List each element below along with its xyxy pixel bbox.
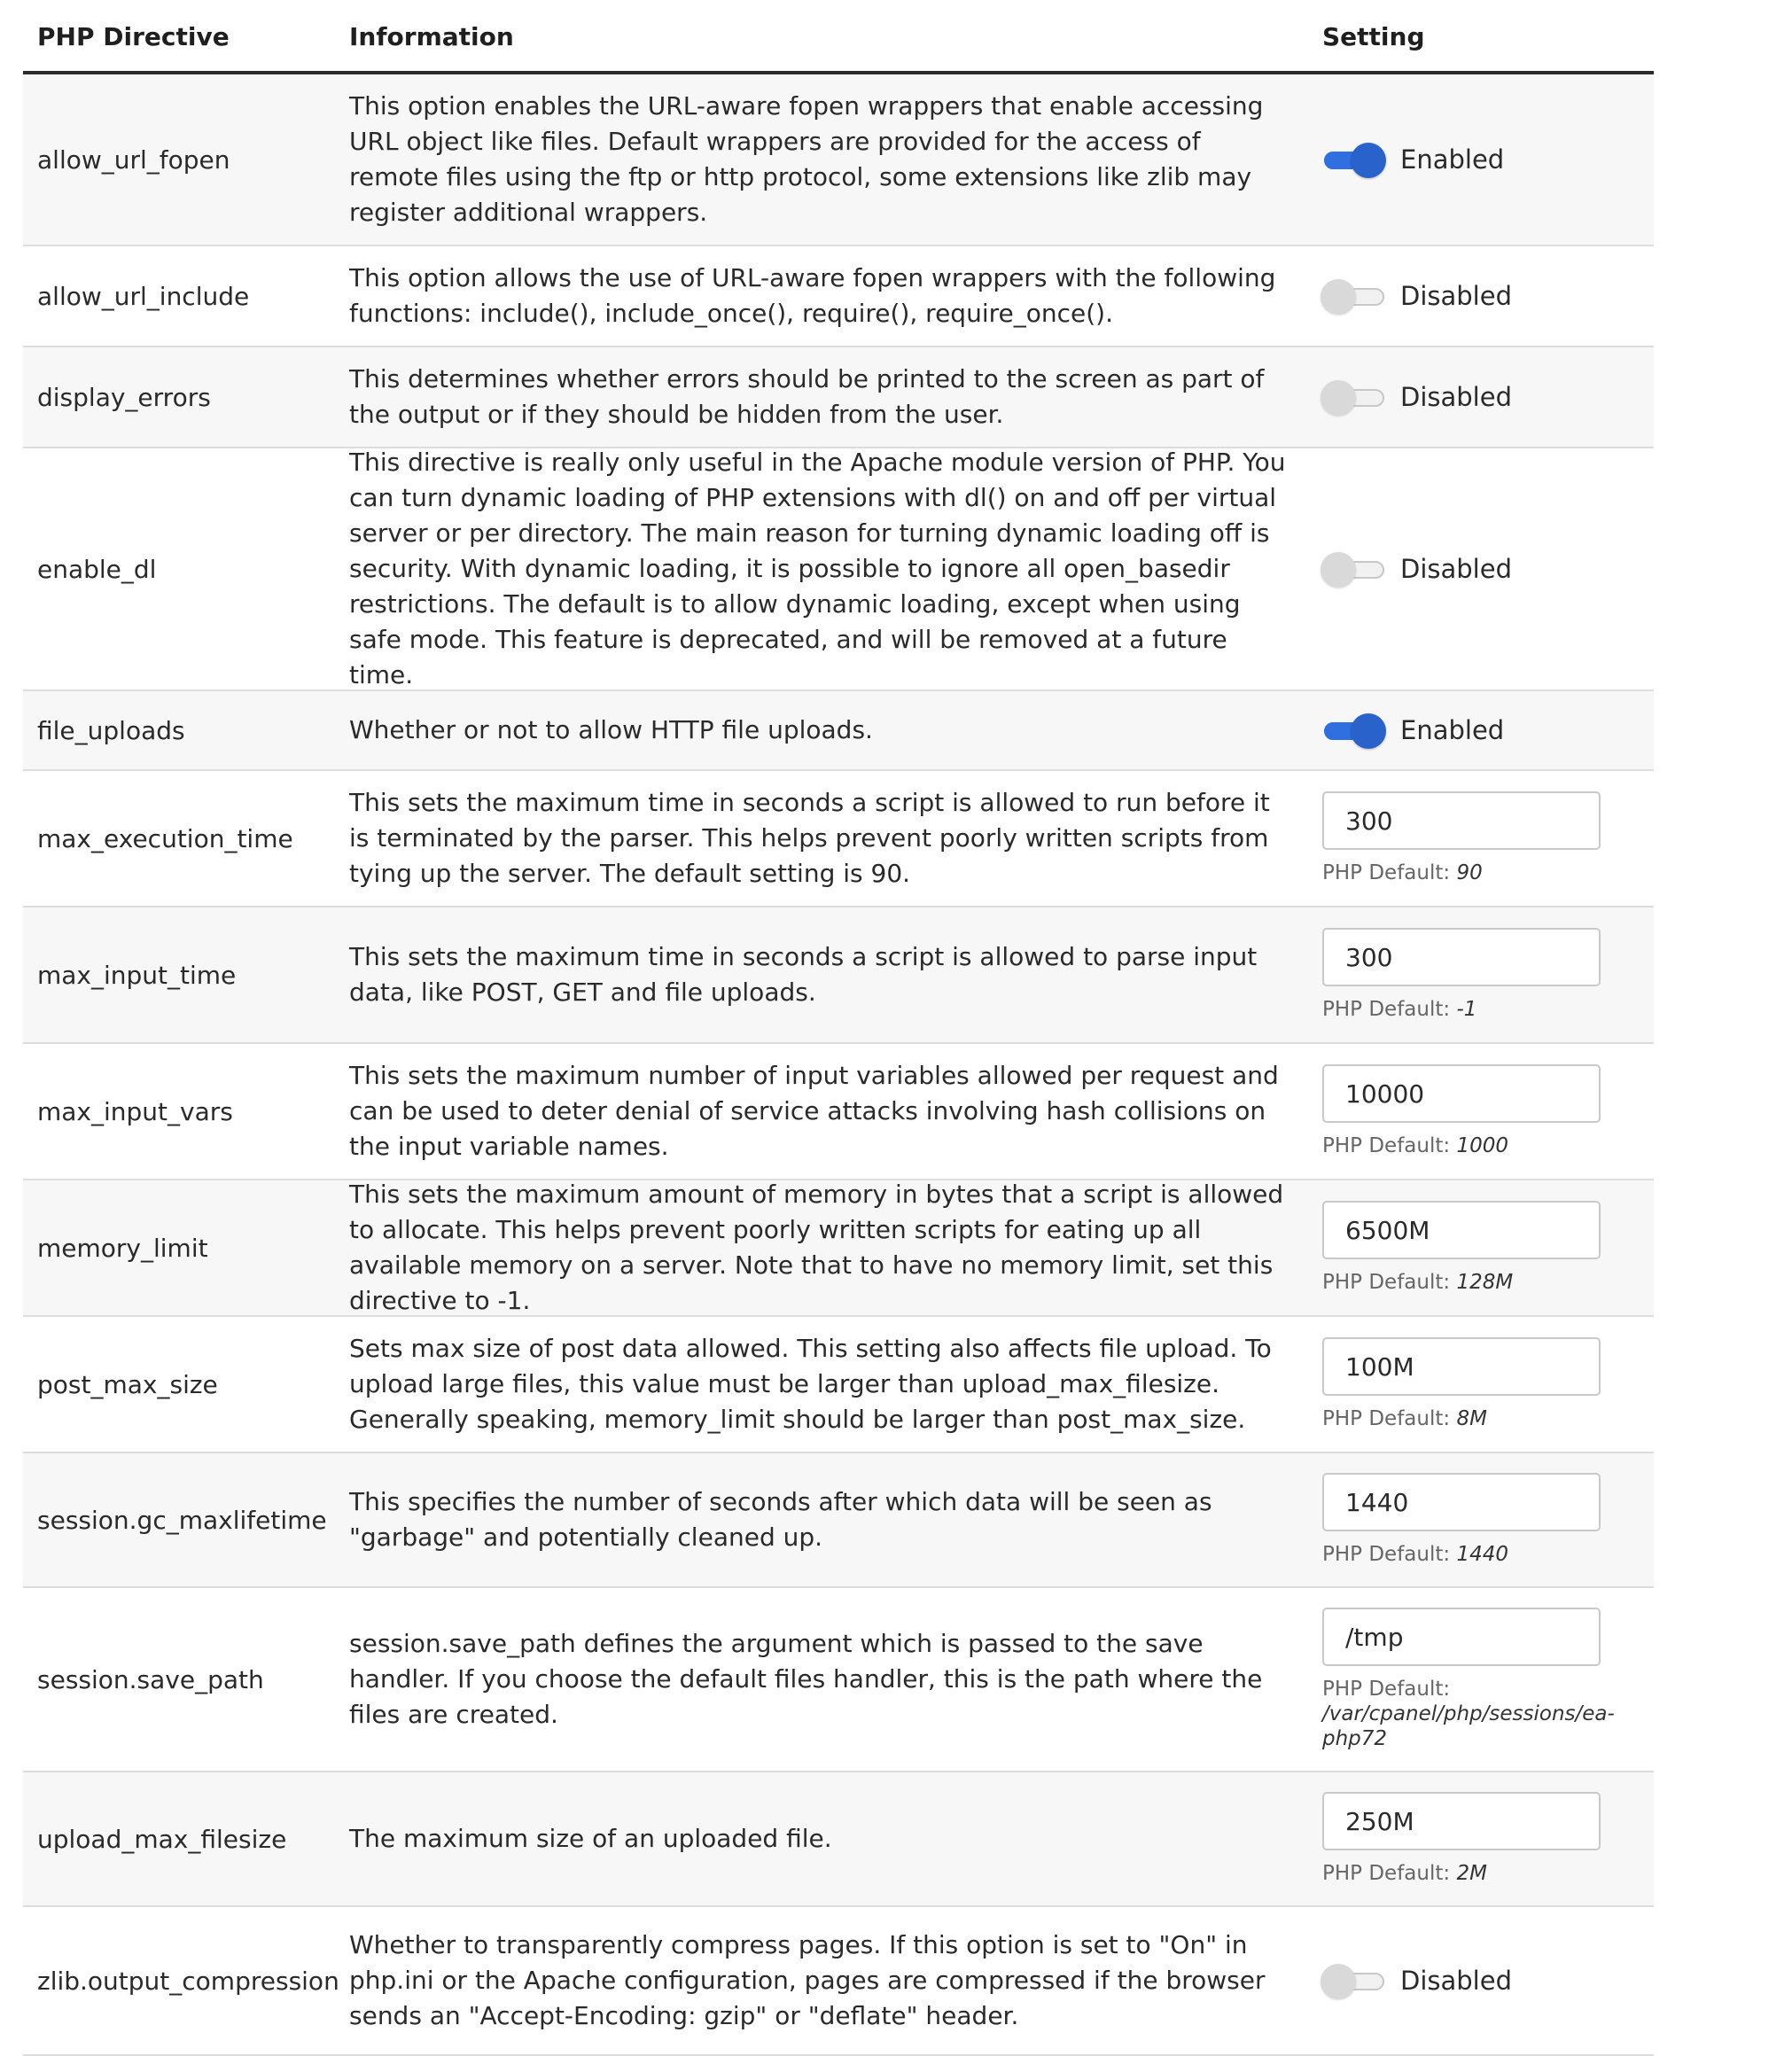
directive-info: This sets the maximum time in seconds a script is allowed to run before it is terminated by the parser. This helps prevent poorly written scripts from tying up the server. The default setting is 90. [349,788,1270,888]
php-default-value: 128M [1456,1271,1514,1294]
setting-value-input[interactable] [1322,1064,1601,1123]
directive-name: file_uploads [37,715,185,745]
php-default-label: PHP Default: [1322,1271,1451,1294]
toggle-state-label: Enabled [1400,144,1505,175]
setting-value-input[interactable] [1322,928,1601,986]
directive-info: This sets the maximum time in seconds a script is allowed to parse input data, like POST, GET and file uploads. [349,942,1258,1007]
directive-info: This sets the maximum number of input variables allowed per request and can be used to deter denial of service attacks involving hash collisions on the input variable names. [349,1061,1279,1161]
setting-value-input[interactable] [1322,791,1601,850]
directive-name: upload_max_filesize [37,1824,287,1854]
directive-info: Whether or not to allow HTTP file uploads. [349,715,873,744]
directive-name: max_input_time [37,960,237,990]
php-default-label: PHP Default: [1322,1678,1451,1701]
setting-value-input[interactable] [1322,1608,1601,1666]
table-row [23,907,1654,1044]
toggle-state-label: Disabled [1400,281,1512,311]
directive-info: Whether to transparently compress pages. If this option is set to "On" in php.ini or the Apache configuration, pages are compressed if the browser sends an "Accept-Encoding: gzip" or "deflate" header. [349,1930,1266,2030]
table-row [23,1772,1654,1907]
table-row [23,74,1654,246]
php-default-note [1322,1861,1615,1886]
header-setting: Setting [1322,21,1425,51]
toggle-switch[interactable] [1322,146,1386,173]
php-default-value: /var/cpanel/php/sessions/ea-php72 [1322,1702,1615,1750]
toggle-state-label: Disabled [1400,1966,1512,1996]
php-default-value: 1440 [1456,1543,1508,1566]
directive-name: session.save_path [37,1664,264,1694]
php-default-note [1322,1270,1615,1295]
table-row [23,771,1654,907]
table-row [23,1588,1654,1772]
php-default-value: 90 [1456,861,1483,884]
directive-info: The maximum size of an uploaded file. [349,1824,832,1853]
directive-name: max_input_vars [37,1096,233,1126]
php-default-label: PHP Default: [1322,861,1451,884]
directive-name: allow_url_fopen [37,144,230,175]
directive-info: session.save_path defines the argument which is passed to the save handler. If you choose the default files handler, this is the path where the files are created. [349,1629,1263,1729]
setting-value-input[interactable] [1322,1792,1601,1850]
php-default-label: PHP Default: [1322,998,1451,1021]
table-row [23,1317,1654,1453]
directive-info: This directive is really only useful in the Apache module version of PHP. You can turn dynamic loading of PHP extensions with dl() on and off per virtual server or per directory. The main reason for turning dynamic loading off is security. With dynamic loading, it is possible to ignore all open_basedir restrictions. The default is to allow dynamic loading, except when using safe mode. This feature is deprecated, and will be removed at a future time. [349,448,1286,689]
directive-name: allow_url_include [37,281,250,311]
setting-cell [1308,1064,1654,1158]
php-default-value: 1000 [1456,1134,1508,1157]
setting-cell [1308,715,1654,745]
table-row [23,1907,1654,2056]
setting-cell [1308,928,1654,1022]
directive-name: memory_limit [37,1233,208,1263]
setting-cell [1308,144,1654,175]
toggle-state-label: Disabled [1400,554,1512,584]
toggle-switch[interactable] [1322,717,1386,744]
directive-info: This option enables the URL-aware fopen wrappers that enable accessing URL object like files. Default wrappers are provided for the access of remote files using the ftp or http protocol, some extensions like zlib may register additional wrappers. [349,91,1264,227]
setting-value-input[interactable] [1322,1337,1601,1396]
setting-cell [1308,791,1654,885]
toggle-state-label: Disabled [1400,382,1512,412]
toggle-state-label: Enabled [1400,715,1505,745]
directive-name: post_max_size [37,1369,218,1399]
php-default-label: PHP Default: [1322,1134,1451,1157]
directive-info: This sets the maximum amount of memory in bytes that a script is allowed to allocate. This helps prevent poorly written scripts for eating up all available memory on a server. Note that to have no memory limit, set this directive to -1. [349,1180,1284,1315]
directive-name: session.gc_maxlifetime [37,1505,327,1535]
setting-cell [1308,1608,1654,1751]
toggle-switch[interactable] [1322,283,1386,309]
php-default-value: 2M [1456,1862,1487,1885]
table-row [23,1180,1654,1317]
directive-name: max_execution_time [37,823,293,853]
setting-cell [1308,1337,1654,1431]
table-row [23,448,1654,691]
header-directive: PHP Directive [37,21,230,51]
directive-name: enable_dl [37,554,157,584]
directive-name: display_errors [37,382,211,412]
php-default-note [1322,997,1615,1022]
php-default-label: PHP Default: [1322,1862,1451,1885]
setting-cell [1308,1201,1654,1295]
php-default-note [1322,861,1615,885]
php-default-note [1322,1677,1615,1751]
php-default-note [1322,1542,1615,1567]
php-default-note [1322,1406,1615,1431]
php-default-label: PHP Default: [1322,1407,1451,1430]
table-row [23,1453,1654,1588]
toggle-switch[interactable] [1322,384,1386,410]
setting-cell [1308,1473,1654,1567]
php-default-value: -1 [1456,998,1477,1021]
setting-cell [1308,382,1654,412]
setting-value-input[interactable] [1322,1473,1601,1531]
table-row [23,1044,1654,1180]
directive-info: This option allows the use of URL-aware fopen wrappers with the following functions: include(), include_once(), require(), require_once(). [349,263,1276,328]
table-row [23,246,1654,347]
directive-info: This specifies the number of seconds after which data will be seen as "garbage" and potentially cleaned up. [349,1487,1212,1552]
toggle-switch[interactable] [1322,1967,1386,1994]
setting-cell [1308,281,1654,311]
table-header [23,0,1654,74]
setting-cell [1308,554,1654,584]
directive-name: zlib.output_compression [37,1966,339,1996]
directive-info: Sets max size of post data allowed. This setting also affects file upload. To upload large files, this value must be larger than upload_max_filesize. Generally speaking, memory_limit should be larger than post_max_size. [349,1334,1272,1434]
table-row [23,691,1654,771]
php-directives-table [23,0,1654,2056]
directive-info: This determines whether errors should be printed to the screen as part of the output or if they should be hidden from the user. [349,364,1265,429]
header-information: Information [349,21,514,51]
setting-value-input[interactable] [1322,1201,1601,1259]
toggle-switch[interactable] [1322,556,1386,582]
table-body [23,74,1654,2056]
table-row [23,347,1654,448]
php-default-value: 8M [1456,1407,1487,1430]
setting-cell [1308,1792,1654,1886]
php-default-label: PHP Default: [1322,1543,1451,1566]
setting-cell [1308,1966,1654,1996]
php-default-note [1322,1133,1615,1158]
